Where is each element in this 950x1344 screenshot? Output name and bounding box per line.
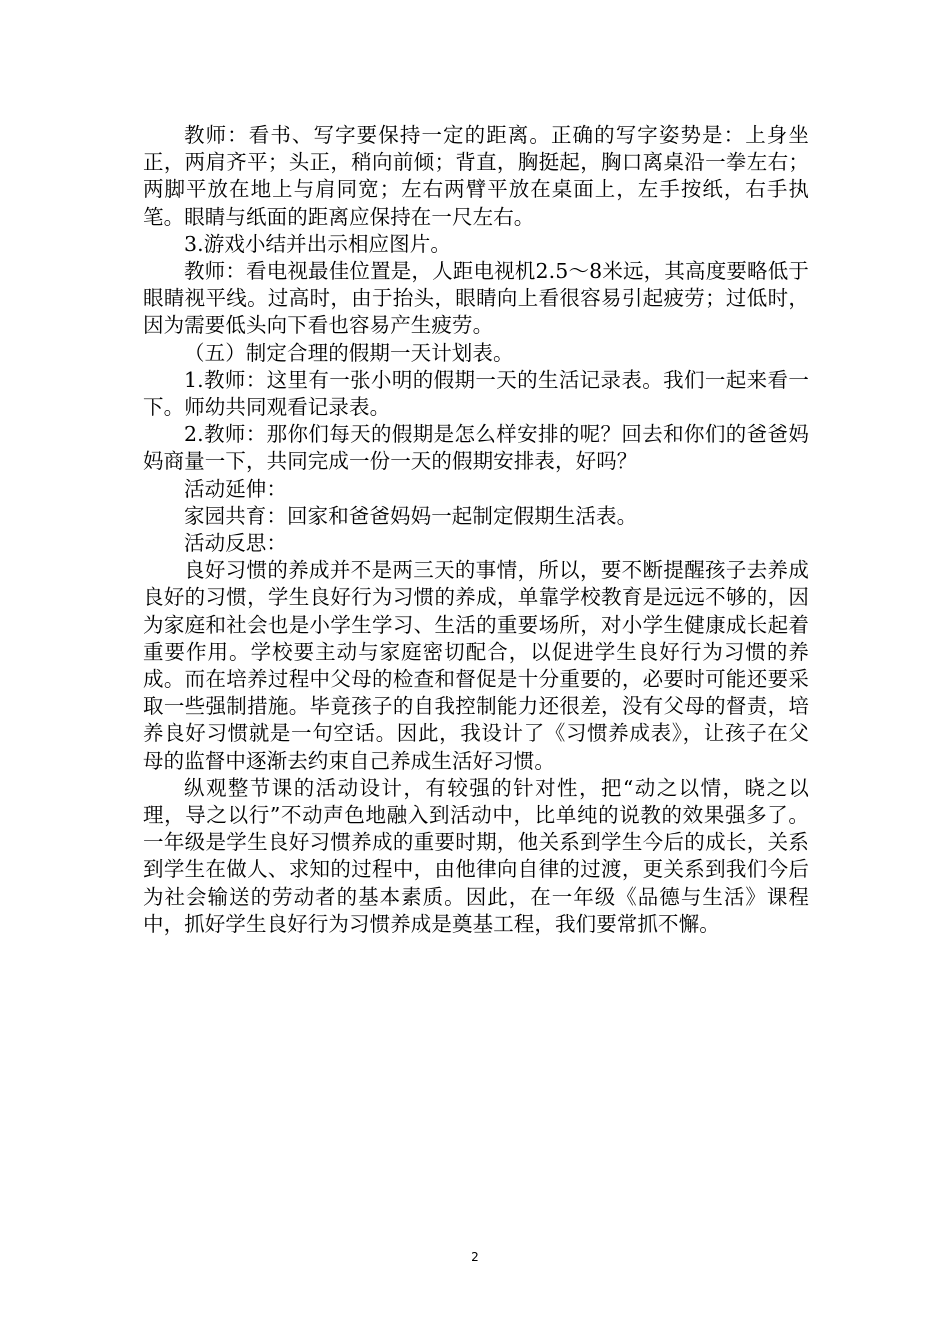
paragraph-writing-posture: 教师：看书、写字要保持一定的距离。正确的写字姿势是：上身坐正，两肩齐平；头正，稍向前倾；背直，胸挺起，胸口离桌沿一拳左右；两脚平放在地上与肩同宽；左右两臂平放在桌面上，左手按纸，右手执笔。眼睛与纸面的距离应保持在一尺左右。 bbox=[143, 123, 809, 229]
paragraph-home-school: 家园共育：回家和爸爸妈妈一起制定假期生活表。 bbox=[184, 503, 638, 528]
heading-activity-extension: 活动延伸： bbox=[184, 476, 287, 501]
paragraph-item-two: 2.教师：那你们每天的假期是怎么样安排的呢？回去和你们的爸爸妈妈商量一下，共同完成一份一天的假期安排表，好吗？ bbox=[143, 422, 809, 474]
document-body bbox=[143, 122, 809, 938]
paragraph-tv-distance: 教师：看电视最佳位置是，人距电视机2.5～8米远，其高度要略低于眼睛视平线。过高时，由于抬头，眼睛向上看很容易引起疲劳；过低时，因为需要低头向下看也容易产生疲劳。 bbox=[143, 259, 809, 338]
paragraph-game-summary: 3.游戏小结并出示相应图片。 bbox=[184, 231, 451, 256]
paragraph-reflection-habits: 良好习惯的养成并不是两三天的事情，所以，要不断提醒孩子去养成良好的习惯，学生良好行为习惯的养成，单靠学校教育是远远不够的，因为家庭和社会也是小学生学习、生活的重要场所，对小学生健康成长起着重要作用。学校要主动与家庭密切配合，以促进学生良好行为习惯的养成。而在培养过程中父母的检查和督促是十分重要的，必要时可能还要采取一些强制措施。毕竟孩子的自我控制能力还很差，没有父母的督责，培养良好习惯就是一句空话。因此，我设计了《习惯养成表》，让孩子在父母的监督中逐渐去约束自己养成生活好习惯。 bbox=[143, 558, 809, 773]
page-number: 2 bbox=[471, 1250, 479, 1264]
paragraph-item-one: 1.教师：这里有一张小明的假期一天的生活记录表。我们一起来看一下。师幼共同观看记录表。 bbox=[143, 367, 809, 420]
heading-activity-reflection: 活动反思： bbox=[184, 531, 287, 556]
paragraph-reflection-overview: 纵观整节课的活动设计，有较强的针对性，把“动之以情，晓之以理，导之以行”不动声色地融入到活动中，比单纯的说教的效果强多了。一年级是学生良好习惯养成的重要时期，他关系到学生今后的成长，关系到学生在做人、求知的过程中，由他律向自律的过渡，更关系到我们今后为社会输送的劳动者的基本素质。因此，在一年级《品德与生活》课程中，抓好学生良好行为习惯养成是奠基工程，我们要常抓不懈。 bbox=[143, 775, 809, 936]
section-heading-five: （五）制定合理的假期一天计划表。 bbox=[184, 340, 514, 365]
